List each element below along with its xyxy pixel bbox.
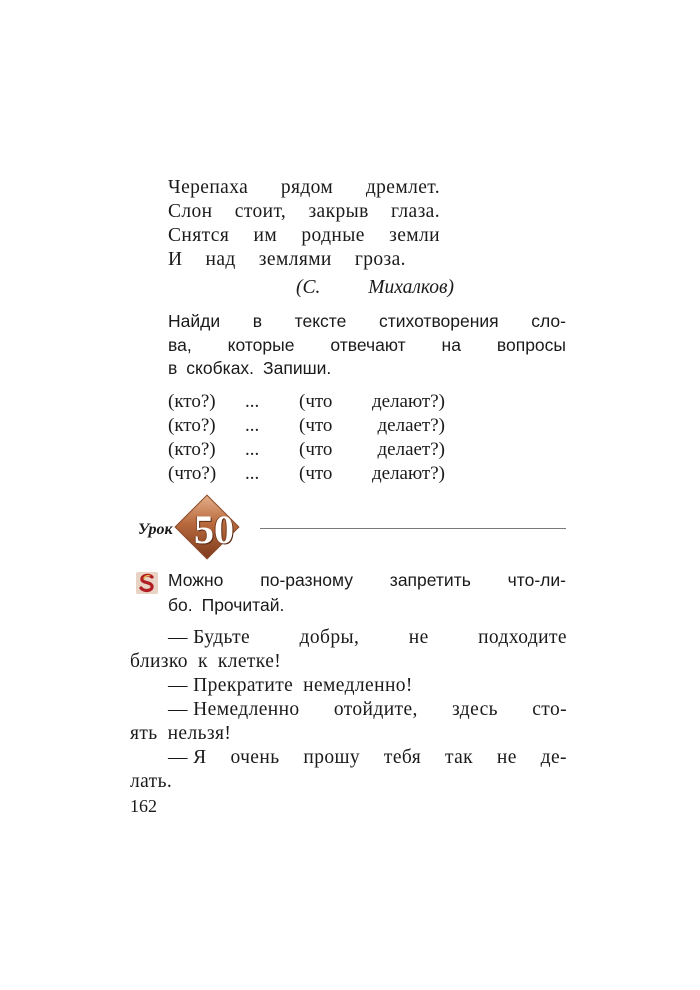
word: де- [540,747,567,768]
dialogue-line [130,650,567,674]
question-what-word: (что [299,415,333,436]
word: — Прекратите [168,675,294,696]
word: сло- [531,311,566,331]
question-what [299,438,445,462]
word: к [197,651,208,672]
dialogue-line [130,626,567,650]
word: в [252,311,263,331]
word: — Будьте [168,627,251,648]
question-dots: ... [245,391,260,412]
word: дремлет. [365,177,440,198]
task-line [168,310,566,334]
poem-line [168,176,440,200]
question-what-word: делают?) [371,463,445,484]
word: здесь [452,699,498,720]
word: землями [258,249,332,270]
question-what-word: (что [299,463,333,484]
task2-instruction [168,568,566,618]
question-who: (кто?) [168,439,216,460]
word: стихотворения [378,311,499,331]
word: — Немедленно [168,699,300,720]
task-line [168,593,566,618]
poem [168,176,458,272]
word: над [205,249,236,270]
word: гроза. [354,249,406,270]
word: ва, [168,334,192,355]
lesson-divider [260,528,566,529]
question-who: (что?) [168,463,217,484]
question-what-word: (что [299,439,333,460]
question-what-word: делает?) [377,439,445,460]
word: бо. [168,595,193,615]
word: на [441,334,461,355]
word: рядом [280,177,334,198]
task-line [168,357,566,381]
lesson-header [138,498,568,564]
dialogue-line [130,674,567,698]
word: отойдите, [333,699,418,720]
word: Прочитай. [201,595,285,615]
word: не [408,627,429,648]
question-what-word: делает?) [377,415,445,436]
poem-line [168,248,406,272]
word: Найди [168,311,221,331]
word: Запиши. [263,358,332,378]
poem-line [168,200,440,224]
dialogue-text [130,626,567,794]
question-dots: ... [245,463,260,484]
word: очень [230,747,280,768]
lesson-label: Урок [138,521,173,538]
word: скобках. [186,358,255,378]
word: немедленно! [303,675,413,696]
word: так [444,747,474,768]
word: закрыв [308,201,369,222]
word: клетке! [217,651,282,672]
task-line [168,568,566,593]
word: нельзя! [167,723,232,744]
word: И [168,249,183,270]
word: близко [130,651,188,672]
word: которые [227,334,295,355]
word: в [168,358,178,378]
poem-author [296,276,454,300]
word: не [496,747,517,768]
word: Можно [168,570,224,590]
word: тексте [294,311,347,331]
word: ять [130,723,158,744]
word: сто- [532,699,567,720]
word: отвечают [330,334,406,355]
word: стоит, [234,201,287,222]
word: лать. [130,771,173,792]
word: Слон [168,201,213,222]
dialogue-line [130,770,567,794]
word: Снятся [168,225,230,246]
task-line [168,334,566,358]
lesson-number: 50 [194,507,234,552]
word: запретить [389,570,471,590]
word: родные [301,225,365,246]
word: — Я [168,747,207,768]
word: Черепаха [168,177,249,198]
word: земли [389,225,440,246]
word: по-разному [260,570,353,590]
word: тебя [383,747,422,768]
question-who: (кто?) [168,415,216,436]
question-dots: ... [245,415,260,436]
word: что-ли- [507,570,566,590]
question-what [299,414,445,438]
question-what [299,390,445,414]
question-what [299,462,445,486]
word: глаза. [390,201,440,222]
word: подходите [478,627,567,648]
word: им [253,225,278,246]
question-what-word: (что [299,391,333,412]
poem-line [168,224,440,248]
author-initial: (С. [296,277,321,298]
question-dots: ... [245,439,260,460]
task-instruction [168,310,566,381]
word: добры, [299,627,360,648]
dialogue-line [130,698,567,722]
question-what-word: делают?) [371,391,445,412]
word: прошу [303,747,361,768]
dialogue-line [130,746,567,770]
page-number: 162 [130,796,157,816]
word: вопросы [496,334,566,355]
speech-task-icon [136,572,158,594]
dialogue-line [130,722,567,746]
question-who: (кто?) [168,391,216,412]
author-name: Михалков) [368,277,454,298]
